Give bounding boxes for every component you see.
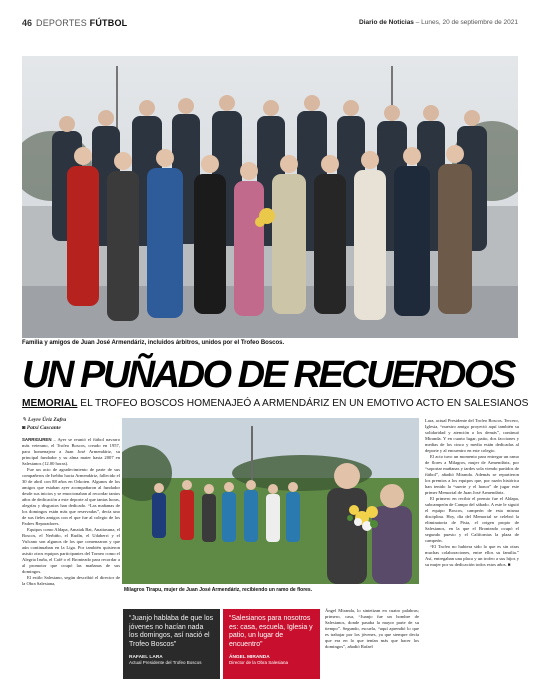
- pull-quote-miranda: [223, 609, 320, 679]
- article-column-1: [22, 437, 120, 587]
- flowers-photo-illustration: [122, 418, 419, 584]
- pull-quote-name: RAFAEL LARA: [129, 655, 163, 660]
- article-paragraph: El acto tuvo un momento para entregar un ramo de flores a Milagros, mujer de Armendáriz, por “soportar mañanas y tardes sola viendo partidos de fútbol”, añadió Miranda. Además se repartieron los premios a los equipos que, por razón histórica han tenido la “suerte y el honor” de jugar este primer Memorial de Juan José Armendáriz.: [425, 454, 519, 495]
- secondary-photo-caption-bold: Milagros Tirapu, mujer de Juan José Armendáriz, recibiendo un ramo de flores.: [124, 587, 313, 593]
- photo-credit-name: Patxi Cascante: [26, 425, 61, 431]
- headline: UN PUÑADO DE RECUERDOS: [22, 354, 514, 396]
- pull-quote-role: Actual Presidente del Trofeo Boscos: [129, 660, 202, 665]
- article-column-2: [325, 608, 419, 650]
- subheadline: [22, 398, 529, 409]
- pull-quote-lara: [123, 609, 220, 679]
- pull-quote-name: ÁNGEL MIRANDA: [229, 655, 270, 660]
- article-paragraph: El primero en recibir el premio fue el Aldapa, subcampeón de Campo del sábado. A este le siguió el equipo Boscos, campeón de esta misma disciplina. Hoy, día del Memorial se celebró la eliminatoria de Pista, el origen propio de Salesianos, en la que el Bronteado ocupó el segundo puesto y el Californias la plaza de campeón.: [425, 496, 519, 543]
- section-label: [36, 18, 127, 28]
- author-line: ✎ Leyre Úriz Zafra: [22, 417, 67, 423]
- secondary-photo-caption: [124, 587, 419, 593]
- publication-date: – Lunes, 20 de septiembre de 2021: [413, 19, 518, 26]
- subhead-kicker: MEMORIAL: [22, 398, 78, 409]
- pull-quote-role: Director de la Obra Salesiana: [229, 660, 289, 665]
- byline: [22, 416, 132, 432]
- publication-name: Diario de Noticias: [359, 19, 414, 26]
- page-number: 46: [22, 18, 33, 28]
- secondary-photo: [122, 418, 419, 584]
- article-column-3: [425, 418, 519, 568]
- page-header: [22, 18, 518, 32]
- group-photo-illustration: [22, 56, 518, 338]
- article-paragraph: [22, 437, 120, 467]
- main-photo-caption-bold: Familia y amigos de Juan José Armendáriz, incluidos árbitros, unidos por el Trofeo Boscos.: [22, 340, 285, 346]
- section-name: DEPORTES: [36, 18, 87, 28]
- pull-quote-text: “Juanjo hablaba de que los jóvenes no hacían nada los domingos, así nació el Trofeo Boscos”: [129, 615, 214, 648]
- main-photo: [22, 56, 518, 338]
- article-paragraph: Ángel Miranda, lo sintetizan en cuatro palabras; primero, casa, “Juanjo fue un hombre de Salesianos, donde pasaba la mayor parte de su tiempo”. Segundo, escuela, “aquí aprendió lo que es trabajar por los jóvenes, ya que siempre decía que era en lo que tenían más que hacer los domingos”, añadió Rafael: [325, 608, 419, 649]
- subsection-name: FÚTBOL: [89, 18, 128, 28]
- article-dateline: SARRIGUREN: [22, 437, 52, 442]
- article-paragraph: “El Trofeo no hubiera sido lo que es sin otras muchas colaboraciones, entre ellos su familia.” Así, entregaban una placa y un trofeo a sus hijos y su mujer por su dedicación todos estos años. ■: [425, 544, 519, 567]
- article-paragraph: El estilo Salesiano, según describió el director de la Obra Salesiana,: [22, 575, 120, 586]
- photo-credit-line: ◙ Patxi Cascante: [22, 425, 61, 431]
- publication-line: [359, 19, 518, 26]
- article-text: – Ayer se reunió el fútbol navarro más veterano, el Trofeo Boscos, creado en 1957, para homenajear a Juan José Armendáriz, su principal fundador y su alma mater hasta 2007 en Salesianos (12.00 horas).: [22, 437, 120, 466]
- main-photo-caption: [22, 340, 518, 346]
- article-paragraph: Lara, actual Presidente del Trofeo Boscos. Tercero, Iglesia, “nuestro amigo proyectó aquí también su solidaridad y atención a los demás”, continuó Miranda. Y en cuarto lugar, patio, dos facciones y medias de los cinco y media están dedicadas al deporte y al encuentro en este colegio.: [425, 418, 519, 453]
- article-paragraph: Fue un acto de agradecimiento de parte de sus compañeros de Isebbo hacia Armendáriz, fallecido el 30 de abril con 88 años en Orkoien. Algunos de los amigos que estaban ayer acompañaron al fundador desde sus inicios y se emocionaban al recordar tantos años de dedicación a este deporte al que tantas horas, alegrías y disgustos han dedicado. “Las mañanas de los domingos están más que reservadas”, decía uno de sus fieles amigos con el que fue al colegio de los Padres Reparadores.: [22, 467, 120, 526]
- pull-quote-text: “Salesianos para nosotros es: casa, escuela, Iglesia y patio, un lugar de encuentro”: [229, 615, 313, 648]
- author-name: Leyre Úriz Zafra: [27, 417, 67, 423]
- article-paragraph: Equipos como Aldapa, Amaiak Bat, Anaitasuna, el Boscos, el Nerbiño, el Rudín, el Udaberri y el Vulcano son algunos de los que comenzaron y que aún continuaban en la Liga. Por también quisieron asistir otros equipos participantes del Torneo como el Alegria Iruña, el Café o el Bronteado para recordar a al promotor que ocupó las mañanas de sus domingos.: [22, 527, 121, 574]
- subhead-text: EL TROFEO BOSCOS HOMENAJEÓ A ARMENDÁRIZ EN UN EMOTIVO ACTO EN SALESIANOS: [77, 398, 529, 409]
